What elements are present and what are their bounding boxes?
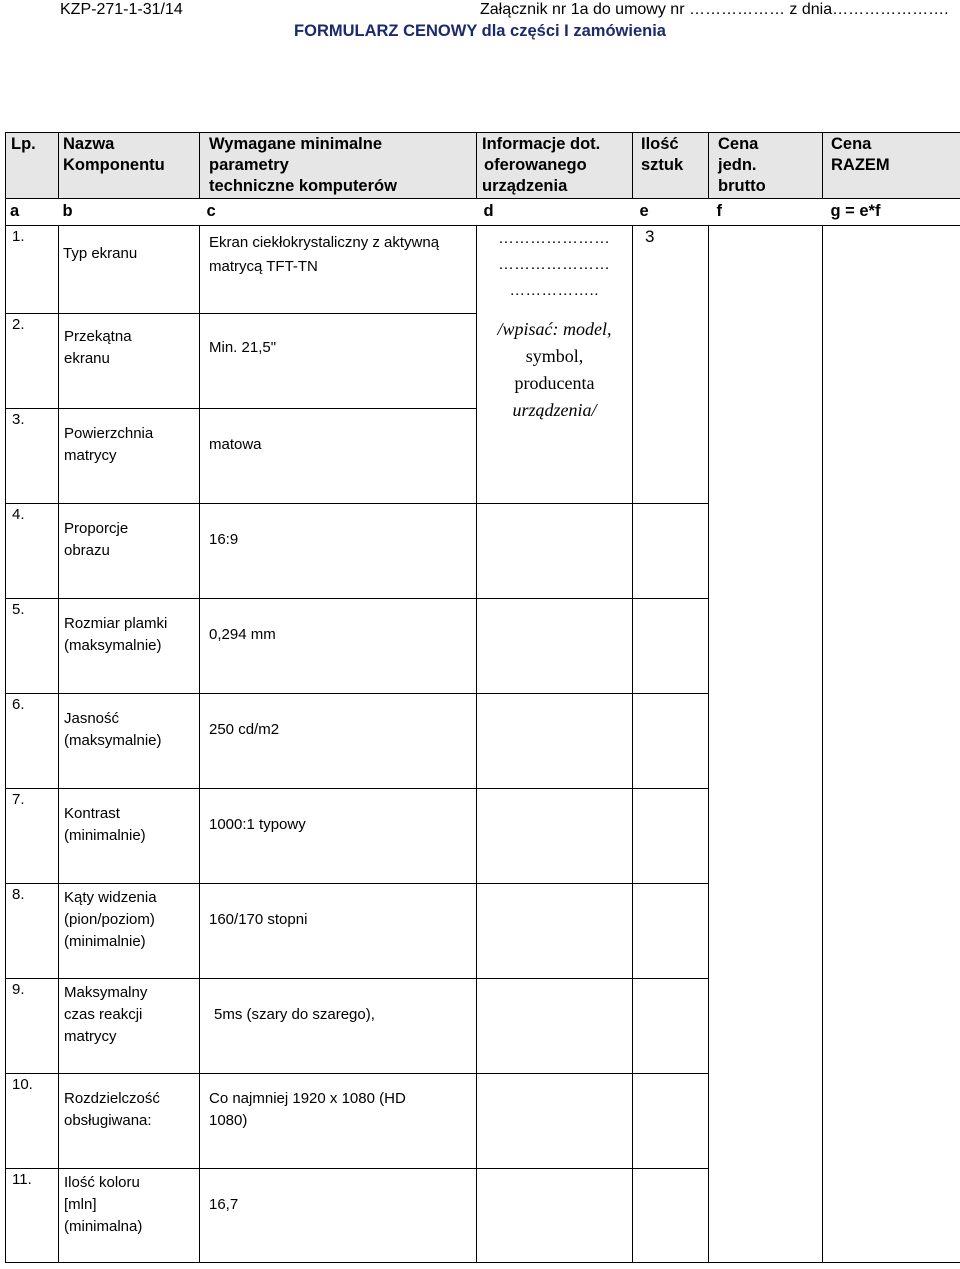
row-name: Jasność (maksymalnie) [64,710,162,749]
row-lp: 4. [6,504,59,599]
table-row [6,226,960,314]
qty-cell [633,789,709,884]
header-line: Ilość [641,135,679,153]
info-cell [477,1074,633,1169]
quantity-value: 3 [633,226,709,504]
header-unit-price [709,133,823,199]
row-lp: 7. [6,789,59,884]
row-value-cell [200,504,477,599]
row-value: matowa [209,436,262,453]
header-line: parametry [209,156,289,174]
row-lp: 2. [6,314,59,409]
qty-cell [633,1169,709,1263]
info-cell [477,884,633,979]
row-value-cell [200,979,477,1074]
info-cell [477,694,633,789]
row-lp: 5. [6,599,59,694]
header-required-params [200,133,477,199]
header-line: Informacje dot. [482,135,601,153]
header-line: oferowanego [484,156,587,174]
fill-dots-line: ………………… [498,257,611,273]
row-value-cell [200,226,477,314]
row-lp: 11. [6,1169,59,1263]
letter-f: f [709,199,823,226]
header-line: Wymagane minimalne [209,135,383,153]
row-name-cell [59,1074,200,1169]
header-quantity [633,133,709,199]
row-name-cell [59,884,200,979]
header-line: jedn. [718,156,757,174]
row-name-cell [59,599,200,694]
row-name: Rozdzielczość obsługiwana: [64,1090,160,1129]
row-value-cell [200,1074,477,1169]
row-value-cell [200,409,477,504]
row-name: Rozmiar plamki (maksymalnie) [64,615,168,654]
info-hint-line: symbol, [525,346,584,366]
row-name-cell [59,504,200,599]
qty-cell [633,599,709,694]
row-value-cell [200,789,477,884]
info-cell [477,789,633,884]
qty-cell [633,694,709,789]
row-name-cell [59,694,200,789]
header-total-price [823,133,960,199]
header-line: RAZEM [831,156,890,174]
row-name: Przekątna ekranu [64,328,132,367]
letter-c: c [200,199,477,226]
row-name-cell [59,409,200,504]
row-value: 250 cd/m2 [209,721,280,738]
row-name: Typ ekranu [63,245,138,262]
info-cell [477,599,633,694]
header-line: sztuk [641,156,684,174]
letter-g: g = e*f [823,199,960,226]
qty-cell [633,884,709,979]
letter-b: b [59,199,200,226]
row-name-cell [59,1169,200,1263]
letter-d: d [477,199,633,226]
offered-device-info-cell [477,226,633,504]
header-component-name [59,133,200,199]
row-value-cell [200,694,477,789]
fill-dots-line: ………………… [498,231,611,247]
row-value: 160/170 stopni [209,911,308,928]
row-value: Ekran ciekłokrystaliczny z aktywną matrycą TFT-TN [209,234,440,275]
row-value: 16,7 [209,1196,239,1213]
row-value: 1000:1 typowy [209,816,306,833]
document-reference: KZP-271-1-31/14 [60,1,183,18]
row-lp: 6. [6,694,59,789]
row-value-cell [200,884,477,979]
row-value: Min. 21,5" [209,339,277,356]
unit-price-cell [709,226,823,1263]
header-line: techniczne komputerów [209,177,397,195]
row-name: Maksymalny czas reakcji matrycy [64,984,148,1045]
row-name-cell [59,314,200,409]
header-line: urządzenia [482,177,568,195]
header-line: Nazwa [63,135,115,153]
column-letters-row [6,199,960,226]
header-line: Komponentu [63,156,165,174]
info-cell [477,504,633,599]
row-lp: 9. [6,979,59,1074]
fill-dots-line: …………….. [509,283,600,299]
letter-e: e [633,199,709,226]
row-value-cell [200,599,477,694]
info-hint-line: producenta [514,373,595,393]
row-value-cell [200,314,477,409]
row-value: Co najmniej 1920 x 1080 (HD 1080) [209,1090,406,1129]
row-name-cell [59,226,200,314]
header-lp: Lp. [6,133,59,199]
row-name-cell [59,979,200,1074]
row-value-cell [200,1169,477,1263]
row-lp: 10. [6,1074,59,1169]
price-form-table [5,132,960,1263]
letter-a: a [6,199,59,226]
row-value: 5ms (szary do szarego), [214,1006,375,1023]
row-name: Ilość koloru [mln] (minimalna) [64,1174,143,1235]
row-name: Proporcje obrazu [64,520,129,559]
info-hint-line: /wpisać: model, [497,319,612,339]
header-offered-device-info [477,133,633,199]
row-value: 0,294 mm [209,626,276,643]
row-lp: 3. [6,409,59,504]
qty-cell [633,504,709,599]
info-cell [477,979,633,1074]
table-header-row [6,133,960,199]
row-value: 16:9 [209,531,239,548]
row-name: Kontrast (minimalnie) [64,805,146,844]
form-title: FORMULARZ CENOWY dla części I zamówienia [294,22,666,40]
info-hint-line: urządzenia/ [512,400,597,420]
qty-cell [633,979,709,1074]
header-line: brutto [718,177,766,195]
header-line: Cena [718,135,759,153]
row-name-cell [59,789,200,884]
row-name: Powierzchnia matrycy [64,425,154,464]
attachment-note: Załącznik nr 1a do umowy nr ……………… z dnia…………………. [480,1,949,18]
header-line: Cena [831,135,872,153]
info-cell [477,1169,633,1263]
row-lp: 8. [6,884,59,979]
row-lp: 1. [6,226,59,314]
row-name: Kąty widzenia (pion/poziom) (minimalnie) [64,889,157,950]
qty-cell [633,1074,709,1169]
total-price-cell [823,226,960,1263]
